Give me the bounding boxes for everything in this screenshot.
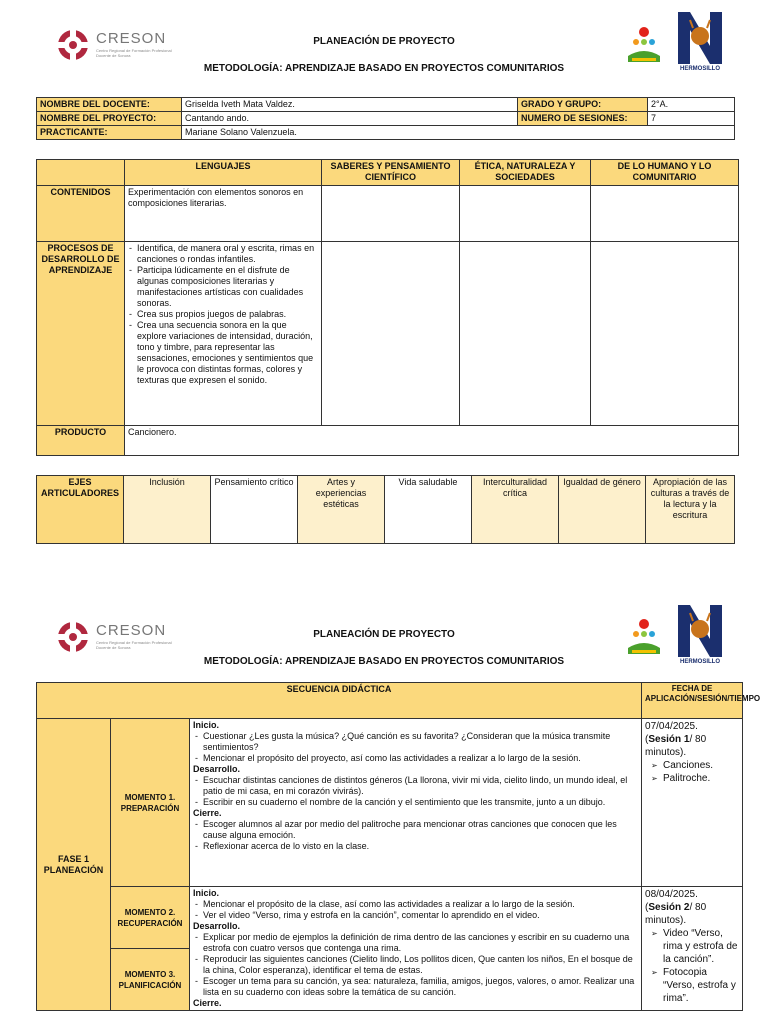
page-subtitle: METODOLOGÍA: APRENDIZAJE BASADO EN PROYECTOS COMUNITARIOS — [203, 656, 565, 667]
activity-item: - Ver el video “Verso, rima y estrofa en la canción”, comentar lo aprendido en el video. — [203, 910, 638, 921]
desarrollo-heading: Desarrollo. — [193, 764, 241, 774]
momento3-label: MOMENTO 3. PLANIFICACIÓN — [111, 949, 190, 1011]
fecha-header: FECHA DE APLICACIÓN/SESIÓN/TIEMPO — [642, 683, 743, 719]
sesion2-fecha-cell — [642, 887, 743, 1011]
proyecto-value: Cantando ando. — [182, 112, 518, 126]
pda-item: - Participa lúdicamente en el disfrute de algunas composiciones literarias y manifestaciones artísticas con cualidades sonoras. — [137, 265, 318, 309]
sesiones-value: 7 — [648, 112, 735, 126]
normal-sonora-logo — [676, 10, 724, 74]
header-lenguajes: LENGUAJES — [125, 160, 322, 186]
momento2-label: MOMENTO 2. RECUPERACIÓN — [111, 887, 190, 949]
creson-logo-sub: Centro Regional de Formación Profesional Docente de Sonora — [96, 48, 172, 58]
eje-item: Apropiación de las culturas a través de la lectura y la escritura — [646, 476, 735, 544]
grado-value: 2°A. — [648, 98, 735, 112]
producto-label: PRODUCTO — [37, 426, 125, 456]
sesion1-fecha: 07/04/2025. — [645, 721, 698, 732]
campos-table — [36, 159, 739, 456]
activity-item: - Mencionar el propósito del proyecto, así como las actividades a realizar a lo largo de la sesión. — [203, 753, 638, 764]
normal-logo-city: HERMOSILLO — [680, 659, 720, 665]
eje-item: Interculturalidad crítica — [472, 476, 559, 544]
secuencia-header: SECUENCIA DIDÁCTICA — [37, 683, 642, 719]
ejes-label: EJES ARTICULADORES — [37, 476, 124, 544]
normal-n-icon — [676, 10, 724, 66]
sesion2-label: Sesión 2 — [648, 902, 690, 913]
sesion1-duracion: (Sesión 1/ 80 minutos). — [645, 734, 707, 758]
sesion2-duracion: (Sesión 2/ 80 minutos). — [645, 902, 707, 926]
activity-item: - Reproducir las siguientes canciones (Cielito lindo, Los pollitos dicen, Que canten los niños, En el bosque de la china, Color esperanza), identificar el tema de estas. — [203, 954, 638, 976]
activity-item: - Escuchar distintas canciones de distintos géneros (La llorona, vivir mi vida, cielito lindo, un mundo ideal, el patio de mi casa, en mi corazón vivirás). — [203, 775, 638, 797]
producto-value: Cancionero. — [125, 426, 739, 456]
normal-sonora-logo — [676, 603, 724, 667]
contenidos-value: Experimentación con elementos sonoros en composiciones literarias. — [125, 186, 322, 242]
page-title: PLANEACIÓN DE PROYECTO — [313, 36, 455, 47]
eje-item: Inclusión — [124, 476, 211, 544]
cierre-heading: Cierre. — [193, 998, 222, 1008]
cierre-heading: Cierre. — [193, 808, 222, 818]
sesion1-label: Sesión 1 — [648, 734, 690, 745]
normal-n-icon — [676, 603, 724, 659]
recurso-item: ➢ Fotocopia “Verso, estrofa y rima”. — [663, 966, 739, 1005]
inicio-heading: Inicio. — [193, 888, 220, 898]
sesion2-tiempo: / 80 minutos). — [645, 902, 707, 926]
recurso-item: ➢ Canciones. — [663, 759, 739, 772]
flower-icon — [622, 22, 666, 66]
inicio-heading: Inicio. — [193, 720, 220, 730]
sesion2-content — [190, 887, 642, 1011]
creson-logo-sub: Centro Regional de Formación Profesional Docente de Sonora — [96, 640, 172, 650]
activity-item: - Explicar por medio de ejemplos la definición de rima dentro de las canciones y escribir en su cuaderno una estrofa con cuatro versos que contenga una rima. — [203, 932, 638, 954]
proyecto-label: NOMBRE DEL PROYECTO: — [37, 112, 182, 126]
header-saberes: SABERES Y PENSAMIENTO CIENTÍFICO — [322, 160, 460, 186]
sesiones-label: NUMERO DE SESIONES: — [518, 112, 648, 126]
activity-item: - Escribir en su cuaderno el nombre de la canción y el sentimiento que les transmite, junto a un dibujo. — [203, 797, 638, 808]
sonora-flower-logo — [622, 614, 666, 658]
normal-logo-city: HERMOSILLO — [680, 66, 720, 72]
sesion1-tiempo: / 80 minutos). — [645, 734, 707, 758]
page-title: PLANEACIÓN DE PROYECTO — [313, 629, 455, 640]
docente-value: Griselda Iveth Mata Valdez. — [182, 98, 518, 112]
pda-label: PROCESOS DE DESARROLLO DE APRENDIZAJE — [37, 242, 125, 426]
docente-label: NOMBRE DEL DOCENTE: — [37, 98, 182, 112]
activity-item: - Escoger alumnos al azar por medio del palitroche para mencionar otras canciones que conocen que les cause alguna emoción. — [203, 819, 638, 841]
secuencia-table — [36, 682, 761, 1011]
recurso-item: ➢ Video “Verso, rima y estrofa de la canción”. — [663, 927, 739, 966]
secuencia-wrapper — [36, 682, 761, 1024]
eje-item: Pensamiento crítico — [211, 476, 298, 544]
grado-label: GRADO Y GRUPO: — [518, 98, 648, 112]
fase1-label: FASE 1 PLANEACIÓN — [37, 719, 111, 1011]
pda-item: - Crea sus propios juegos de palabras. — [137, 309, 318, 320]
ejes-table — [36, 475, 735, 544]
pda-item: - Identifica, de manera oral y escrita, rimas en canciones o rondas infantiles. — [137, 243, 318, 265]
activity-item: - Cuestionar ¿Les gusta la música? ¿Qué canción es su favorita? ¿Consideran que la música transmite sentimientos? — [203, 731, 638, 753]
eje-item: Igualdad de género — [559, 476, 646, 544]
eje-item: Artes y experiencias estéticas — [298, 476, 385, 544]
contenidos-label: CONTENIDOS — [37, 186, 125, 242]
eje-item: Vida saludable — [385, 476, 472, 544]
pda-list — [125, 242, 322, 426]
sesion1-fecha-cell — [642, 719, 743, 887]
sonora-flower-logo — [622, 22, 666, 66]
recurso-item: ➢ Palitroche. — [663, 772, 739, 785]
creson-logo-text: CRESON — [96, 622, 167, 639]
pda-item: - Crea una secuencia sonora en la que explore variaciones de intensidad, duración, tono y timbre, para representar las sensaciones, emociones y sentimientos que le provoca con distintas formas, colores y texturas que expresen el sonido. — [137, 320, 318, 386]
header-humano: DE LO HUMANO Y LO COMUNITARIO — [591, 160, 739, 186]
desarrollo-heading: Desarrollo. — [193, 921, 241, 931]
practicante-label: PRACTICANTE: — [37, 126, 182, 140]
info-table — [36, 97, 735, 140]
activity-item: - Reflexionar acerca de lo visto en la clase. — [203, 841, 638, 852]
sesion1-content — [190, 719, 642, 887]
activity-item: - Escoger un tema para su canción, ya sea: naturaleza, familia, amigos, juegos, valores, o amor. Realizar una lista en su cuaderno con ideas sobre la temática de su canción. — [203, 976, 638, 998]
header-etica: ÉTICA, NATURALEZA Y SOCIEDADES — [460, 160, 591, 186]
activity-item: - Mencionar el propósito de la clase, así como las actividades a realizar a lo largo de la sesión. — [203, 899, 638, 910]
page-subtitle: METODOLOGÍA: APRENDIZAJE BASADO EN PROYECTOS COMUNITARIOS — [203, 63, 565, 74]
sesion2-fecha: 08/04/2025. — [645, 889, 698, 900]
momento1-label: MOMENTO 1. PREPARACIÓN — [111, 719, 190, 887]
flower-icon — [622, 614, 666, 658]
creson-logo-text: CRESON — [96, 30, 167, 47]
practicante-value: Mariane Solano Valenzuela. — [182, 126, 735, 140]
